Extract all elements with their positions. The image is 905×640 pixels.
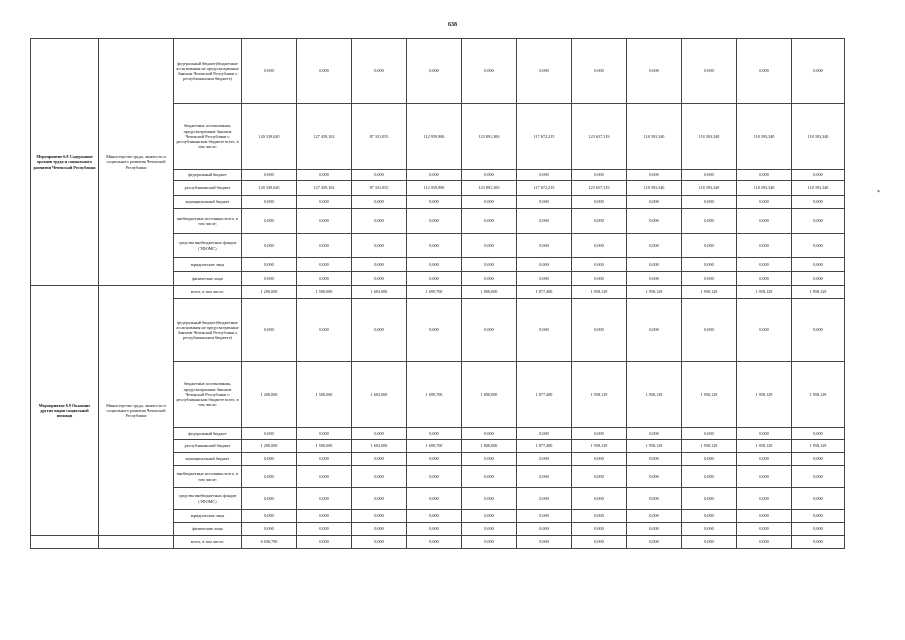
value-cell: 0,000 [737,523,792,536]
value-cell: 1 200,000 [242,440,297,453]
value-cell: 1 958,129 [627,286,682,299]
value-cell: 0,000 [792,536,845,549]
value-cell: 0,000 [737,453,792,466]
funding-source-cell: республиканский бюджет [174,440,242,453]
value-cell: 1 958,129 [792,286,845,299]
value-cell: 0,000 [517,428,572,440]
value-cell: 0,000 [682,196,737,209]
value-cell: 0,000 [297,428,352,440]
value-cell: 0,000 [352,234,407,258]
value-cell: 1 958,129 [737,286,792,299]
value-cell: 0,000 [792,234,845,258]
edge-mark: * [877,190,880,196]
value-cell: 0,000 [682,258,737,272]
value-cell: 123 891,300 [462,104,517,170]
value-cell: 0,000 [462,234,517,258]
value-cell: 0,000 [627,536,682,549]
value-cell: 0,000 [682,466,737,488]
value-cell: 0,000 [737,428,792,440]
value-cell: 0,000 [352,170,407,181]
value-cell: 1 699,700 [407,362,462,428]
value-cell: 0,000 [462,453,517,466]
value-cell: 0,000 [737,466,792,488]
activity-cell: Мероприятие 6.9 Оказание других видов социальной помощи [31,286,99,536]
value-cell: 0,000 [682,209,737,234]
value-cell: 127 459,102 [297,104,352,170]
value-cell: 0,000 [737,234,792,258]
funding-source-cell: средства внебюджетных фондов (ТФОМС) [174,488,242,510]
funding-source-cell: республиканский бюджет [174,181,242,196]
value-cell: 0,000 [462,258,517,272]
financing-table [30,38,845,549]
value-cell: 0,000 [737,170,792,181]
value-cell: 1 800,000 [462,286,517,299]
value-cell: 0,000 [682,39,737,104]
value-cell: 1 958,129 [737,440,792,453]
value-cell: 0,000 [462,196,517,209]
value-cell: 0,000 [407,428,462,440]
value-cell: 0,000 [352,536,407,549]
funding-source-cell: федеральный бюджет(бюджетные ассигнования не предусмотренные Законом Чеченской Республики о республиканском бюджете) [174,299,242,362]
value-cell: 123 657,319 [572,104,627,170]
value-cell: 0,000 [517,299,572,362]
value-cell: 0,000 [517,209,572,234]
value-cell: 0,000 [352,258,407,272]
value-cell: 1 958,129 [627,440,682,453]
value-cell: 1 200,000 [242,362,297,428]
value-cell: 1 877,400 [517,362,572,428]
value-cell: 0,000 [517,453,572,466]
value-cell: 0,000 [297,39,352,104]
value-cell: 0,000 [627,453,682,466]
value-cell: 0,000 [297,523,352,536]
funding-source-cell: внебюджетные источники всего, в том числе: [174,466,242,488]
value-cell: 0,000 [407,170,462,181]
value-cell: 1 500,000 [297,362,352,428]
value-cell: 0,000 [242,196,297,209]
value-cell: 0,000 [682,272,737,286]
value-cell: 0,000 [792,39,845,104]
funding-source-cell: юридические лица [174,258,242,272]
value-cell: 0,000 [517,39,572,104]
value-cell: 1 603,000 [352,362,407,428]
value-cell: 0,000 [792,170,845,181]
value-cell: 0,000 [682,510,737,523]
value-cell: 0,000 [737,196,792,209]
value-cell: 0,000 [462,510,517,523]
value-cell: 0,000 [242,170,297,181]
value-cell: 0,000 [407,209,462,234]
value-cell: 87 331,055 [352,181,407,196]
value-cell: 0,000 [792,258,845,272]
value-cell: 0,000 [517,170,572,181]
value-cell: 0,000 [242,39,297,104]
value-cell: 1 958,129 [682,362,737,428]
value-cell: 0,000 [737,299,792,362]
value-cell: 0,000 [517,510,572,523]
value-cell: 0,000 [407,488,462,510]
value-cell: 1 603,000 [352,286,407,299]
funding-source-cell: муниципальный бюджет [174,196,242,209]
value-cell: 0,000 [737,209,792,234]
value-cell: 0,000 [407,258,462,272]
value-cell: 1 958,129 [792,440,845,453]
value-cell: 0,000 [407,510,462,523]
value-cell: 0,000 [462,523,517,536]
value-cell: 0,000 [352,272,407,286]
value-cell: 0,000 [737,510,792,523]
value-cell: 0,000 [462,536,517,549]
value-cell: 0,000 [242,258,297,272]
value-cell: 123 891,300 [462,181,517,196]
value-cell: 0,000 [572,196,627,209]
value-cell: 1 200,000 [242,286,297,299]
value-cell: 0,000 [297,196,352,209]
value-cell: 0,000 [737,488,792,510]
value-cell: 0,000 [407,196,462,209]
value-cell: 1 800,000 [462,362,517,428]
table-row [31,286,845,299]
value-cell: 0,000 [407,272,462,286]
value-cell: 0,000 [242,510,297,523]
table-row [31,39,845,104]
value-cell: 1 500,000 [297,286,352,299]
value-cell: 0,000 [682,453,737,466]
value-cell: 0,000 [682,234,737,258]
value-cell: 1 958,129 [572,362,627,428]
value-cell: 0,000 [352,209,407,234]
value-cell: 0,000 [627,523,682,536]
value-cell: 0,000 [572,234,627,258]
funding-source-cell: средства внебюджетных фондов (ТФОМС) [174,234,242,258]
table-body [31,39,845,549]
value-cell: 0,000 [517,234,572,258]
value-cell: 0,000 [242,466,297,488]
value-cell: 0,000 [572,299,627,362]
value-cell: 123 657,319 [572,181,627,196]
value-cell: 0,000 [572,453,627,466]
value-cell: 112 959,900 [407,181,462,196]
value-cell: 0,000 [352,488,407,510]
activity-cell [31,536,99,549]
value-cell: 87 331,055 [352,104,407,170]
value-cell: 0,000 [242,488,297,510]
value-cell: 117 672,215 [517,181,572,196]
funding-source-cell: муниципальный бюджет [174,453,242,466]
value-cell: 0,000 [297,510,352,523]
value-cell: 0,000 [792,510,845,523]
value-cell: 1 958,129 [792,362,845,428]
value-cell: 118 393,340 [627,104,682,170]
value-cell: 0,000 [242,299,297,362]
funding-source-cell: физические лица [174,272,242,286]
value-cell: 0,000 [627,170,682,181]
value-cell: 0,000 [407,523,462,536]
value-cell: 0,000 [627,39,682,104]
value-cell: 118 393,340 [682,104,737,170]
value-cell: 1 800,000 [462,440,517,453]
value-cell: 0,000 [572,523,627,536]
value-cell: 0,000 [297,258,352,272]
value-cell: 0,000 [352,523,407,536]
executor-cell: Министерство труда, занятости и социального развития Чеченской Республики [99,39,174,286]
value-cell: 0,000 [242,272,297,286]
funding-source-cell: внебюджетные источники всего, в том числе: [174,209,242,234]
funding-source-cell: бюджетные ассигнования, предусмотренные Законом Чеченской Республики о республиканском бюджете всего, в том числе: [174,362,242,428]
value-cell: 0,000 [407,536,462,549]
value-cell: 0,000 [242,234,297,258]
funding-source-cell: всего, в том числе: [174,536,242,549]
value-cell: 0,000 [682,523,737,536]
value-cell: 0,000 [462,299,517,362]
value-cell: 127 459,102 [297,181,352,196]
value-cell: 0,000 [407,39,462,104]
value-cell: 0,000 [407,466,462,488]
value-cell: 0,000 [297,536,352,549]
value-cell: 0,000 [792,523,845,536]
value-cell: 0,000 [407,453,462,466]
value-cell: 0,000 [517,488,572,510]
value-cell: 1 603,000 [352,440,407,453]
value-cell: 0,000 [627,209,682,234]
value-cell: 0,000 [352,453,407,466]
value-cell: 0,000 [297,170,352,181]
funding-source-cell: федеральный бюджет [174,170,242,181]
value-cell: 0,000 [737,39,792,104]
value-cell: 0,000 [297,234,352,258]
value-cell: 0,000 [792,196,845,209]
value-cell: 0,000 [297,209,352,234]
value-cell: 0,000 [572,466,627,488]
page-number: 638 [448,22,457,28]
value-cell: 0,000 [627,234,682,258]
value-cell: 1 958,129 [572,286,627,299]
value-cell: 0,000 [792,453,845,466]
value-cell: 0,000 [682,170,737,181]
value-cell: 0,000 [352,299,407,362]
value-cell: 0,000 [682,428,737,440]
value-cell: 1 958,129 [737,362,792,428]
value-cell: 0,000 [462,272,517,286]
value-cell: 118 393,340 [627,181,682,196]
value-cell: 0,000 [737,272,792,286]
value-cell: 0,000 [572,39,627,104]
value-cell: 0,000 [517,272,572,286]
value-cell: 1 958,129 [682,440,737,453]
value-cell: 0,000 [462,39,517,104]
value-cell: 0,000 [627,299,682,362]
value-cell: 0,000 [572,170,627,181]
value-cell: 117 672,215 [517,104,572,170]
value-cell: 0,000 [352,510,407,523]
value-cell: 0,000 [682,488,737,510]
value-cell: 0,000 [517,523,572,536]
funding-source-cell: бюджетные ассигнования, предусмотренные Законом Чеченской Республики о республиканском бюджете всего, в том числе: [174,104,242,170]
value-cell: 0,000 [242,209,297,234]
value-cell: 0,000 [682,536,737,549]
value-cell: 0,000 [242,523,297,536]
value-cell: 0,000 [352,196,407,209]
value-cell: 1 958,129 [682,286,737,299]
value-cell: 118 393,340 [792,181,845,196]
value-cell: 0,000 [352,466,407,488]
value-cell: 6 036,700 [242,536,297,549]
value-cell: 118 393,340 [682,181,737,196]
value-cell: 0,000 [297,466,352,488]
value-cell: 0,000 [297,453,352,466]
value-cell: 1 877,400 [517,440,572,453]
value-cell: 0,000 [792,272,845,286]
value-cell: 0,000 [682,299,737,362]
value-cell: 0,000 [792,466,845,488]
value-cell: 0,000 [792,428,845,440]
value-cell: 0,000 [572,510,627,523]
value-cell: 120 339,620 [242,104,297,170]
value-cell: 0,000 [627,196,682,209]
value-cell: 0,000 [517,536,572,549]
funding-source-cell: всего, в том числе: [174,286,242,299]
value-cell: 0,000 [792,488,845,510]
value-cell: 118 393,340 [737,181,792,196]
value-cell: 0,000 [297,272,352,286]
value-cell: 0,000 [407,299,462,362]
value-cell: 1 699,700 [407,440,462,453]
value-cell: 0,000 [572,536,627,549]
value-cell: 0,000 [572,428,627,440]
value-cell: 0,000 [572,488,627,510]
value-cell: 0,000 [627,510,682,523]
value-cell: 0,000 [462,428,517,440]
funding-source-cell: федеральный бюджет [174,428,242,440]
value-cell: 0,000 [627,258,682,272]
activity-cell: Мероприятие 6.8 Содержание органов труда и социального развития Чеченской Республики [31,39,99,286]
value-cell: 1 699,700 [407,286,462,299]
value-cell: 112 959,900 [407,104,462,170]
value-cell: 0,000 [242,453,297,466]
value-cell: 0,000 [517,196,572,209]
value-cell: 0,000 [462,466,517,488]
value-cell: 0,000 [242,428,297,440]
executor-cell [99,536,174,549]
value-cell: 0,000 [627,488,682,510]
value-cell: 0,000 [462,209,517,234]
value-cell: 0,000 [407,234,462,258]
value-cell: 0,000 [352,428,407,440]
value-cell: 0,000 [352,39,407,104]
value-cell: 0,000 [517,258,572,272]
executor-cell: Министерство труда, занятости и социального развития Чеченской Республики [99,286,174,536]
value-cell: 1 958,129 [627,362,682,428]
value-cell: 1 877,400 [517,286,572,299]
value-cell: 0,000 [792,209,845,234]
value-cell: 0,000 [572,272,627,286]
value-cell: 0,000 [517,466,572,488]
table-row [31,536,845,549]
value-cell: 0,000 [297,299,352,362]
value-cell: 0,000 [462,170,517,181]
value-cell: 0,000 [297,488,352,510]
value-cell: 0,000 [462,488,517,510]
value-cell: 1 500,000 [297,440,352,453]
value-cell: 0,000 [627,428,682,440]
value-cell: 0,000 [627,272,682,286]
value-cell: 0,000 [792,299,845,362]
funding-source-cell: физические лица [174,523,242,536]
funding-source-cell: юридические лица [174,510,242,523]
value-cell: 120 339,620 [242,181,297,196]
value-cell: 0,000 [737,536,792,549]
value-cell: 0,000 [572,209,627,234]
value-cell: 0,000 [572,258,627,272]
value-cell: 1 958,129 [572,440,627,453]
value-cell: 118 393,340 [737,104,792,170]
value-cell: 0,000 [627,466,682,488]
value-cell: 118 393,340 [792,104,845,170]
funding-source-cell: федеральный бюджет(бюджетные ассигнования не предусмотренные Законом Чеченской Республики о республиканском бюджете) [174,39,242,104]
value-cell: 0,000 [737,258,792,272]
